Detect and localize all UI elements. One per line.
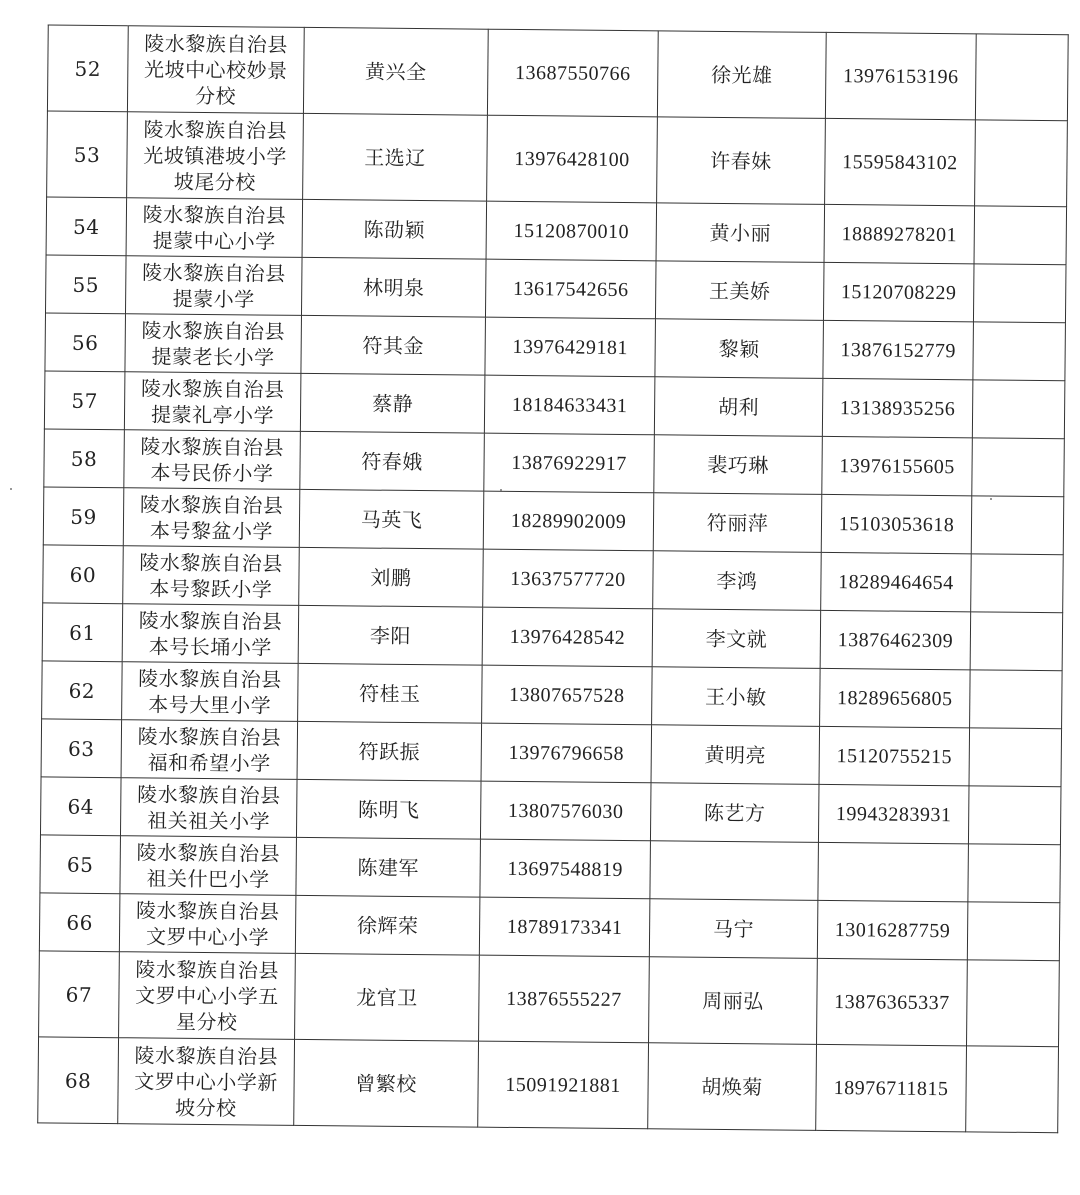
- principal-name: 陈建军: [296, 837, 481, 897]
- school-name-line: 陵水黎族自治县: [142, 201, 287, 228]
- row-number: 62: [42, 661, 123, 720]
- row-number: 67: [39, 951, 120, 1038]
- principal-name: 李阳: [298, 605, 483, 665]
- school-name-line: 陵水黎族自治县: [137, 781, 281, 808]
- school-name-line: 陵水黎族自治县: [142, 259, 286, 286]
- table-row: [44, 371, 1065, 439]
- school-name-line: 陵水黎族自治县: [139, 491, 284, 518]
- contact-phone: 13016287759: [817, 900, 968, 959]
- principal-name: 林明泉: [301, 257, 486, 317]
- table-row: [39, 893, 1060, 961]
- row-number: 54: [46, 197, 127, 256]
- contact-phone: [818, 842, 969, 901]
- principal-name: 刘鹏: [299, 547, 484, 607]
- school-name-line: 提蒙礼亭小学: [150, 401, 275, 428]
- school-name-line: 光坡中心校妙景: [143, 56, 288, 83]
- remarks-cell: [972, 380, 1065, 439]
- remarks-cell: [968, 786, 1061, 845]
- table-body: [38, 25, 1068, 1133]
- contact-name: 周丽弘: [649, 957, 818, 1045]
- contact-name: 裴巧琳: [654, 435, 823, 495]
- contact-name: 徐光雄: [657, 31, 826, 119]
- school-name-line: 陵水黎族自治县: [135, 897, 280, 924]
- principal-phone: 13807576030: [480, 781, 651, 841]
- row-number: 68: [38, 1037, 119, 1124]
- remarks-cell: [974, 206, 1067, 265]
- school-name-line: 陵水黎族自治县: [144, 30, 288, 57]
- contact-phone: 15120755215: [819, 726, 970, 785]
- table-row: [39, 951, 1060, 1047]
- contact-phone: 13976155605: [822, 436, 973, 495]
- contact-name: 胡利: [654, 377, 823, 437]
- principal-phone: 13876922917: [484, 433, 655, 493]
- remarks-cell: [972, 438, 1065, 497]
- contact-name: 陈艺方: [650, 783, 819, 843]
- school-name-line: 坡分校: [175, 1095, 237, 1120]
- contact-name: 李文就: [652, 609, 821, 669]
- row-number: 59: [43, 487, 124, 546]
- school-name-cell: [127, 26, 304, 114]
- school-name-cell: [126, 198, 303, 258]
- contact-name: [650, 841, 819, 901]
- contact-phone: 13138935256: [822, 378, 973, 437]
- school-name-cell: [124, 430, 301, 490]
- school-name-line: 陵水黎族自治县: [140, 375, 285, 402]
- school-name-line: 提蒙小学: [172, 286, 255, 311]
- school-name-line: 本号黎盆小学: [149, 517, 274, 544]
- school-name-line: 陵水黎族自治县: [135, 956, 280, 983]
- contact-phone: 18289656805: [820, 668, 971, 727]
- principal-name: 黄兴全: [303, 27, 488, 115]
- scan-speck: [990, 498, 992, 500]
- table-row: [46, 197, 1067, 265]
- school-name-cell: [127, 112, 304, 200]
- school-name-line: 陵水黎族自治县: [141, 317, 286, 344]
- row-number: 64: [40, 777, 121, 836]
- school-name-line: 陵水黎族自治县: [138, 665, 282, 692]
- principal-phone: 13807657528: [482, 665, 653, 725]
- contact-name: 胡焕菊: [648, 1043, 817, 1131]
- principal-phone: 13617542656: [485, 259, 656, 319]
- remarks-cell: [975, 34, 1068, 121]
- principal-phone: 18789173341: [479, 897, 650, 957]
- school-name-line: 陵水黎族自治县: [134, 1042, 279, 1069]
- school-name-cell: [120, 778, 297, 838]
- school-name-line: 陵水黎族自治县: [139, 549, 283, 576]
- school-name-cell: [123, 488, 300, 548]
- school-name-line: 提蒙老长小学: [151, 343, 275, 370]
- school-name-cell: [122, 604, 299, 664]
- contact-phone: 13976153196: [825, 32, 976, 119]
- principal-name: 曾繁校: [294, 1039, 479, 1127]
- contact-phone: 13876462309: [820, 610, 971, 669]
- principal-name: 符春娥: [300, 431, 485, 491]
- contact-name: 马宁: [649, 899, 818, 959]
- principal-phone: 18289902009: [483, 491, 654, 551]
- remarks-cell: [967, 960, 1060, 1047]
- principal-name: 符其金: [301, 315, 486, 375]
- table-row: [38, 1037, 1059, 1133]
- table-row: [45, 255, 1066, 323]
- school-name-line: 祖关什巴小学: [146, 865, 270, 892]
- principal-name: 陈明飞: [296, 779, 481, 839]
- school-name-cell: [123, 546, 300, 606]
- principal-name: 马英飞: [299, 489, 484, 549]
- school-name-line: 本号黎跃小学: [149, 575, 273, 602]
- school-name-line: 本号大里小学: [148, 691, 272, 718]
- school-name-line: 星分校: [175, 1009, 238, 1034]
- contact-phone: 18889278201: [824, 204, 975, 263]
- contact-phone: 15103053618: [821, 494, 972, 553]
- school-name-line: 分校: [194, 83, 237, 108]
- row-number: 63: [41, 719, 122, 778]
- table-row: [44, 429, 1065, 497]
- contact-name: 王美娇: [655, 261, 824, 321]
- school-name-line: 文罗中心小学: [145, 923, 270, 950]
- table-row: [41, 719, 1062, 787]
- contact-phone: 18289464654: [821, 552, 972, 611]
- principal-name: 陈劭颖: [302, 199, 487, 259]
- row-number: 53: [47, 111, 128, 198]
- row-number: 52: [47, 25, 128, 112]
- row-number: 66: [39, 893, 120, 952]
- row-number: 56: [45, 313, 126, 372]
- contact-name: 王小敏: [652, 667, 821, 727]
- remarks-cell: [973, 322, 1066, 381]
- contact-phone: 13876365337: [817, 958, 968, 1045]
- remarks-cell: [973, 264, 1066, 323]
- principal-phone: 15091921881: [478, 1041, 649, 1129]
- principal-phone: 13697548819: [480, 839, 651, 899]
- school-name-line: 陵水黎族自治县: [140, 433, 285, 460]
- remarks-cell: [966, 1046, 1059, 1133]
- table-row: [40, 777, 1061, 845]
- contact-phone: 15120708229: [823, 262, 974, 321]
- row-number: 58: [44, 429, 125, 488]
- contact-name: 符丽萍: [653, 493, 822, 553]
- principal-phone: 13976796658: [481, 723, 652, 783]
- table-row: [45, 313, 1066, 381]
- school-name-cell: [120, 836, 297, 896]
- table-row: [47, 25, 1068, 121]
- school-contact-table: [37, 24, 1069, 1133]
- principal-name: 蔡静: [300, 373, 485, 433]
- contact-name: 黄小丽: [656, 203, 825, 263]
- school-name-cell: [125, 314, 302, 374]
- school-name-line: 陵水黎族自治县: [143, 116, 288, 143]
- table-row: [40, 835, 1061, 903]
- table-row: [43, 545, 1064, 613]
- principal-name: 龙官卫: [295, 953, 480, 1041]
- row-number: 60: [43, 545, 124, 604]
- school-name-line: 本号民侨小学: [150, 459, 274, 486]
- scan-speck: [500, 489, 502, 491]
- principal-name: 王选辽: [303, 113, 488, 201]
- contact-phone: 19943283931: [818, 784, 969, 843]
- school-name-line: 祖关祖关小学: [147, 807, 271, 834]
- school-name-line: 文罗中心小学新: [134, 1068, 278, 1095]
- school-name-line: 文罗中心小学五: [135, 982, 279, 1009]
- school-name-line: 陵水黎族自治县: [136, 839, 281, 866]
- remarks-cell: [969, 728, 1062, 787]
- table-row: [42, 661, 1063, 729]
- school-name-line: 光坡镇港坡小学: [143, 142, 287, 169]
- contact-phone: 18976711815: [816, 1044, 967, 1131]
- table-row: [47, 111, 1068, 207]
- school-name-cell: [119, 952, 296, 1040]
- school-name-line: 陵水黎族自治县: [137, 723, 282, 750]
- school-name-cell: [122, 662, 299, 722]
- principal-phone: 18184633431: [484, 375, 655, 435]
- contact-name: 黎颖: [655, 319, 824, 379]
- remarks-cell: [967, 902, 1060, 961]
- principal-phone: 13876555227: [479, 955, 650, 1043]
- school-name-cell: [121, 720, 298, 780]
- school-name-line: 福和希望小学: [147, 749, 271, 776]
- school-name-line: 提蒙中心小学: [152, 227, 276, 254]
- school-name-cell: [119, 894, 296, 954]
- principal-name: 符跃振: [297, 721, 482, 781]
- school-name-cell: [124, 372, 301, 432]
- scan-speck: [10, 488, 12, 490]
- row-number: 57: [44, 371, 125, 430]
- remarks-cell: [970, 612, 1063, 671]
- row-number: 55: [45, 255, 126, 314]
- remarks-cell: [971, 496, 1064, 555]
- contact-name: 许春妹: [657, 117, 826, 205]
- school-name-line: 坡尾分校: [173, 169, 256, 194]
- school-name-cell: [118, 1038, 295, 1126]
- principal-name: 符桂玉: [298, 663, 483, 723]
- principal-phone: 13976428542: [482, 607, 653, 667]
- row-number: 65: [40, 835, 121, 894]
- principal-phone: 13976429181: [485, 317, 656, 377]
- remarks-cell: [975, 120, 1068, 207]
- school-name-line: 陵水黎族自治县: [138, 607, 283, 634]
- table-row: [43, 487, 1064, 555]
- remarks-cell: [970, 670, 1063, 729]
- remarks-cell: [968, 844, 1061, 903]
- school-name-line: 本号长埇小学: [148, 633, 272, 660]
- principal-phone: 13637577720: [483, 549, 654, 609]
- principal-name: 徐辉荣: [295, 895, 480, 955]
- row-number: 61: [42, 603, 123, 662]
- contact-phone: 15595843102: [825, 118, 976, 205]
- contact-phone: 13876152779: [823, 320, 974, 379]
- principal-phone: 13976428100: [487, 115, 658, 203]
- school-name-cell: [125, 256, 302, 316]
- principal-phone: 15120870010: [486, 201, 657, 261]
- principal-phone: 13687550766: [487, 29, 658, 117]
- remarks-cell: [971, 554, 1064, 613]
- contact-name: 黄明亮: [651, 725, 820, 785]
- table-row: [42, 603, 1063, 671]
- contact-name: 李鸿: [653, 551, 822, 611]
